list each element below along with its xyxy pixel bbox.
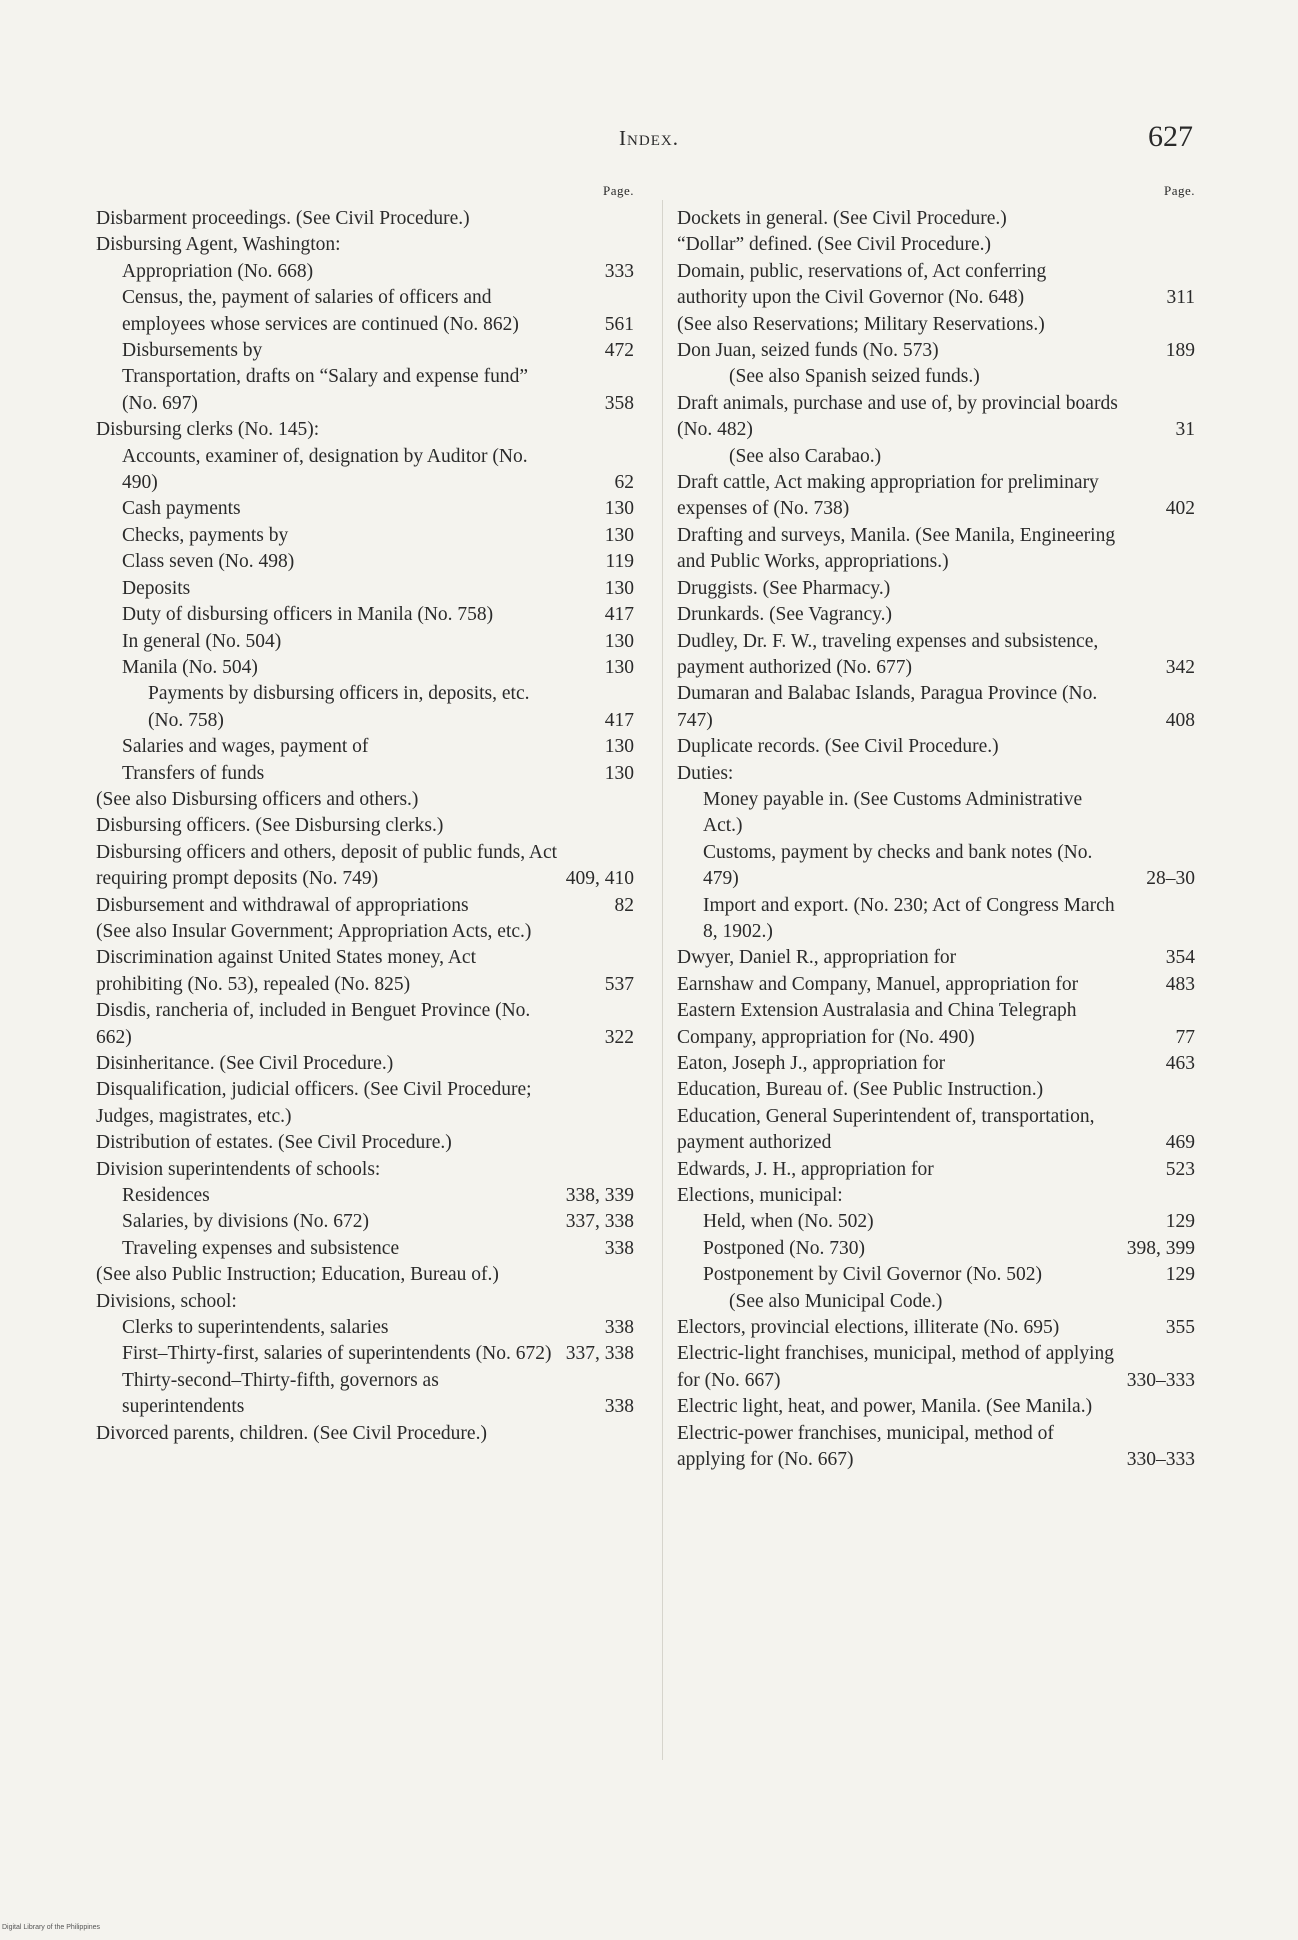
index-entry-page: 358 (604, 392, 634, 414)
index-entry-text: Disinheritance. (See Civil Procedure.) (96, 1053, 394, 1074)
index-entry-page: 338 (604, 1317, 634, 1339)
index-entry (96, 206, 636, 232)
index-entry-text: Manila (No. 504) (122, 656, 258, 678)
index-entry (96, 602, 636, 628)
index-entry (96, 1315, 636, 1341)
index-entry-text: Drunkards. (See Vagrancy.) (677, 604, 892, 626)
index-entry-page: 130 (604, 736, 634, 758)
left-column (96, 184, 636, 1447)
index-entry (96, 1421, 636, 1447)
index-entry-text: Appropriation (No. 668) (122, 260, 314, 282)
index-entry-page: 337, 338 (565, 1343, 634, 1365)
index-entry-text: Dudley, Dr. F. W., traveling expenses and subsistence, payment authorized (No. 677) (677, 630, 1099, 678)
index-entry-text: First–Thirty-first, salaries of superintendents (No. 672) (122, 1343, 552, 1365)
index-entry (677, 893, 1197, 946)
index-entry-page: 472 (604, 340, 634, 362)
index-entry-text: Disbursement and withdrawal of appropriations (96, 894, 469, 916)
index-entry-page: 537 (604, 973, 634, 995)
index-entry (677, 972, 1197, 998)
index-entry-page: 463 (1165, 1053, 1195, 1074)
index-entry-text: Checks, payments by (122, 524, 289, 546)
index-entry-text: Residences (122, 1185, 210, 1207)
index-entry-text: Duties: (677, 762, 734, 784)
index-entry (677, 1209, 1197, 1235)
index-entry (677, 1262, 1197, 1288)
index-entry-text: Transfers of funds (122, 762, 265, 784)
index-entry-text: Disbarment proceedings. (See Civil Procedure.) (96, 208, 470, 229)
index-entry-page: 31 (1175, 419, 1195, 441)
index-entry-text: (See also Municipal Code.) (729, 1290, 943, 1312)
index-entry-text: Duplicate records. (See Civil Procedure.) (677, 736, 999, 758)
index-entry-text: Import and export. (No. 230; Act of Congress March 8, 1902.) (703, 894, 1115, 942)
index-entry (677, 734, 1197, 760)
index-entry-page: 409, 410 (565, 868, 634, 890)
index-entry (677, 1077, 1197, 1103)
index-entry (677, 444, 1197, 470)
index-entry (96, 919, 636, 945)
index-entry-text: Traveling expenses and subsistence (122, 1237, 400, 1259)
index-entry-text: Earnshaw and Company, Manuel, appropriation for (677, 973, 1079, 995)
index-entry-page: 130 (604, 577, 634, 599)
index-entry-page: 311 (1166, 287, 1195, 309)
index-entry-text: Electors, provincial elections, illiterate (No. 695) (677, 1317, 1060, 1339)
index-entry (677, 391, 1197, 444)
index-entry-page: 469 (1165, 1132, 1195, 1154)
index-entry-text: Eastern Extension Australasia and China Telegraph Company, appropriation for (No. 490) (677, 1000, 1077, 1048)
index-entry (677, 1183, 1197, 1209)
index-entry (677, 787, 1197, 840)
index-entry-text: Dwyer, Daniel R., appropriation for (677, 947, 957, 969)
index-entry-text: Disbursing officers. (See Disbursing clerks.) (96, 815, 444, 837)
index-entry-page: 398, 399 (1126, 1237, 1195, 1259)
index-entry-text: Duty of disbursing officers in Manila (No. 758) (122, 604, 494, 626)
index-entry-text: Disbursing officers and others, deposit of public funds, Act requiring prompt deposits (No. 749) (96, 841, 558, 890)
index-entry-text: Disbursing Agent, Washington: (96, 234, 341, 256)
index-entry (96, 523, 636, 549)
index-entry (677, 1421, 1197, 1474)
index-entry (677, 312, 1197, 338)
index-entry-page: 417 (604, 604, 634, 626)
index-entry (96, 1051, 636, 1077)
index-entry (96, 285, 636, 338)
index-entry (96, 1341, 636, 1367)
index-entry-page: 28–30 (1146, 868, 1195, 890)
index-entry-page: 119 (605, 551, 634, 573)
index-entry (677, 338, 1197, 364)
index-entry (677, 1289, 1197, 1315)
index-entry-text: Edwards, J. H., appropriation for (677, 1158, 934, 1180)
column-divider (662, 200, 663, 1760)
index-entry-text: Dumaran and Balabac Islands, Paragua Province (No. 747) (677, 683, 1098, 731)
index-entry (677, 681, 1197, 734)
index-entry-page: 338 (604, 1237, 634, 1259)
index-entry-text: Electric-power franchises, municipal, method of applying for (No. 667) (677, 1422, 1054, 1471)
index-entry-text: Postponed (No. 730) (703, 1237, 865, 1259)
index-entry-page: 330–333 (1126, 1369, 1195, 1391)
index-entry (96, 496, 636, 522)
page-column-label: Page. (602, 183, 634, 198)
page-column-label: Page. (1163, 183, 1195, 198)
index-entry (96, 655, 636, 681)
index-entry-text: Domain, public, reservations of, Act conferring authority upon the Civil Governor (No. 648) (677, 260, 1047, 309)
index-entry (677, 206, 1197, 232)
index-entry-page: 402 (1165, 498, 1195, 520)
index-entry-text: Deposits (122, 577, 191, 599)
right-entries (677, 206, 1197, 1474)
index-entry (96, 998, 636, 1051)
index-entry-page: 77 (1175, 1026, 1195, 1048)
index-entry (677, 364, 1197, 390)
index-entry-text: Disbursements by (122, 340, 263, 362)
right-column (677, 184, 1197, 1474)
index-entry (677, 998, 1197, 1051)
index-entry-text: Accounts, examiner of, designation by Auditor (No. 490) (122, 445, 528, 494)
index-entry (96, 1368, 636, 1421)
index-entry-page: 130 (604, 630, 634, 652)
index-entry-text: Transportation, drafts on “Salary and expense fund” (No. 697) (122, 366, 528, 414)
index-entry-text: Division superintendents of schools: (96, 1158, 381, 1180)
index-entry-text: Money payable in. (See Customs Administrative Act.) (703, 788, 1083, 837)
index-entry-text: Payments by disbursing officers in, deposits, etc. (No. 758) (148, 683, 530, 731)
index-entry (96, 417, 636, 443)
index-entry (677, 470, 1197, 523)
index-entry-text: Salaries and wages, payment of (122, 736, 369, 758)
index-entry-text: Disbursing clerks (No. 145): (96, 419, 320, 441)
index-entry-text: Clerks to superintendents, salaries (122, 1317, 389, 1339)
index-entry-text: Thirty-second–Thirty-fifth, governors as superintendents (122, 1369, 439, 1418)
footer-credit: Digital Library of the Philippines (2, 1924, 101, 1931)
index-entry-text: Distribution of estates. (See Civil Procedure.) (96, 1132, 452, 1154)
index-entry (96, 1209, 636, 1235)
index-entry (677, 840, 1197, 893)
index-entry (96, 1077, 636, 1130)
index-entry-text: Divisions, school: (96, 1290, 237, 1312)
index-entry-page: 130 (604, 656, 634, 678)
index-entry (96, 1262, 636, 1288)
index-entry-text: Education, Bureau of. (See Public Instruction.) (677, 1079, 1044, 1101)
index-entry (677, 1394, 1197, 1420)
index-entry-page: 129 (1165, 1264, 1195, 1286)
index-entry-text: Draft animals, purchase and use of, by provincial boards (No. 482) (677, 392, 1118, 441)
index-entry-page: 130 (604, 498, 634, 520)
index-entry-page: 355 (1165, 1317, 1195, 1339)
index-entry-text: Class seven (No. 498) (122, 551, 295, 573)
index-entry (677, 1157, 1197, 1183)
index-entry-page: 338 (604, 1396, 634, 1418)
index-entry-text: “Dollar” defined. (See Civil Procedure.) (677, 234, 992, 256)
index-entry-text: Salaries, by divisions (No. 672) (122, 1211, 369, 1233)
index-entry (96, 787, 636, 813)
page-number: 627 (1148, 120, 1193, 153)
index-entry (96, 813, 636, 839)
index-entry-text: (See also Public Instruction; Education, Bureau of.) (96, 1264, 499, 1286)
left-entries (96, 206, 636, 1447)
index-entry-text: Divorced parents, children. (See Civil Procedure.) (96, 1422, 487, 1444)
index-entry (96, 1289, 636, 1315)
index-entry-text: Elections, municipal: (677, 1185, 843, 1207)
index-entry-page: 82 (614, 894, 634, 916)
index-entry-text: (See also Disbursing officers and others.) (96, 788, 419, 810)
index-entry (96, 1130, 636, 1156)
index-entry-page: 338, 339 (565, 1185, 634, 1207)
index-entry-text: In general (No. 504) (122, 630, 282, 652)
index-entry-page: 342 (1165, 656, 1195, 678)
index-entry-text: Eaton, Joseph J., appropriation for (677, 1053, 946, 1074)
index-entry-text: Postponement by Civil Governor (No. 502) (703, 1264, 1043, 1286)
index-entry (96, 681, 636, 734)
index-entry-page: 523 (1165, 1158, 1195, 1180)
index-entry-text: Cash payments (122, 498, 241, 520)
index-entry-text: Education, General Superintendent of, transportation, payment authorized (677, 1105, 1095, 1154)
index-entry-page: 189 (1165, 340, 1195, 362)
index-entry-text: Dockets in general. (See Civil Procedure.) (677, 208, 1007, 229)
index-entry-page: 333 (604, 260, 634, 282)
index-entry-page: 62 (614, 472, 634, 494)
index-entry (677, 1236, 1197, 1262)
index-entry-text: Don Juan, seized funds (No. 573) (677, 340, 939, 362)
index-entry-page: 130 (604, 524, 634, 546)
index-entry-text: Customs, payment by checks and bank notes (No. 479) (703, 841, 1093, 890)
index-entry-page: 130 (604, 762, 634, 784)
index-entry-text: Druggists. (See Pharmacy.) (677, 577, 891, 599)
index-entry (677, 1315, 1197, 1341)
index-entry-page: 354 (1165, 947, 1195, 969)
index-entry-text: Electric-light franchises, municipal, method of applying for (No. 667) (677, 1343, 1114, 1391)
index-entry (677, 629, 1197, 682)
index-entry (677, 602, 1197, 628)
index-entry (96, 734, 636, 760)
index-entry-text: (See also Reservations; Military Reservations.) (677, 313, 1045, 335)
index-entry (677, 761, 1197, 787)
index-entry (96, 444, 636, 497)
index-entry (677, 232, 1197, 258)
index-entry (96, 576, 636, 602)
index-entry-page: 337, 338 (565, 1211, 634, 1233)
index-entry-text: Held, when (No. 502) (703, 1211, 874, 1233)
index-entry (677, 1341, 1197, 1394)
index-entry (96, 1157, 636, 1183)
index-entry (677, 576, 1197, 602)
index-entry (96, 761, 636, 787)
index-entry (677, 259, 1197, 312)
index-entry-text: Electric light, heat, and power, Manila. (See Manila.) (677, 1396, 1093, 1418)
index-entry (96, 1183, 636, 1209)
index-entry (96, 364, 636, 417)
index-entry (96, 232, 636, 258)
index-entry (677, 1104, 1197, 1157)
index-entry (96, 893, 636, 919)
index-entry-text: Discrimination against United States money, Act prohibiting (No. 53), repealed (No. 825) (96, 947, 477, 995)
index-entry-text: (See also Spanish seized funds.) (729, 366, 980, 388)
index-entry (677, 523, 1197, 576)
index-entry-page: 330–333 (1126, 1449, 1195, 1471)
index-entry-page: 129 (1165, 1211, 1195, 1233)
index-entry (96, 1236, 636, 1262)
index-entry (96, 629, 636, 655)
index-entry-text: Draft cattle, Act making appropriation for preliminary expenses of (No. 738) (677, 472, 1099, 520)
index-entry-page: 483 (1165, 973, 1195, 995)
running-head: Index. (619, 126, 679, 150)
index-entry (96, 840, 636, 893)
index-entry-page: 417 (604, 709, 634, 731)
index-entry-page: 408 (1165, 709, 1195, 731)
index-entry-page: 322 (604, 1026, 634, 1048)
index-entry-text: Drafting and surveys, Manila. (See Manila, Engineering and Public Works, appropriations.) (677, 524, 1116, 573)
index-entry-page: 561 (604, 313, 634, 335)
index-entry (677, 1051, 1197, 1077)
index-entry-text: Census, the, payment of salaries of officers and employees whose services are continued (No. 862) (122, 287, 519, 335)
index-entry-text: Disdis, rancheria of, included in Benguet Province (No. 662) (96, 1000, 531, 1048)
index-entry-text: (See also Carabao.) (729, 445, 882, 467)
index-entry (96, 549, 636, 575)
index-entry (96, 945, 636, 998)
index-entry (677, 945, 1197, 971)
index-entry-text: Disqualification, judicial officers. (See Civil Procedure; Judges, magistrates, etc.) (96, 1079, 532, 1127)
index-entry (96, 259, 636, 285)
index-entry-text: (See also Insular Government; Appropriation Acts, etc.) (96, 920, 532, 942)
index-entry (96, 338, 636, 364)
